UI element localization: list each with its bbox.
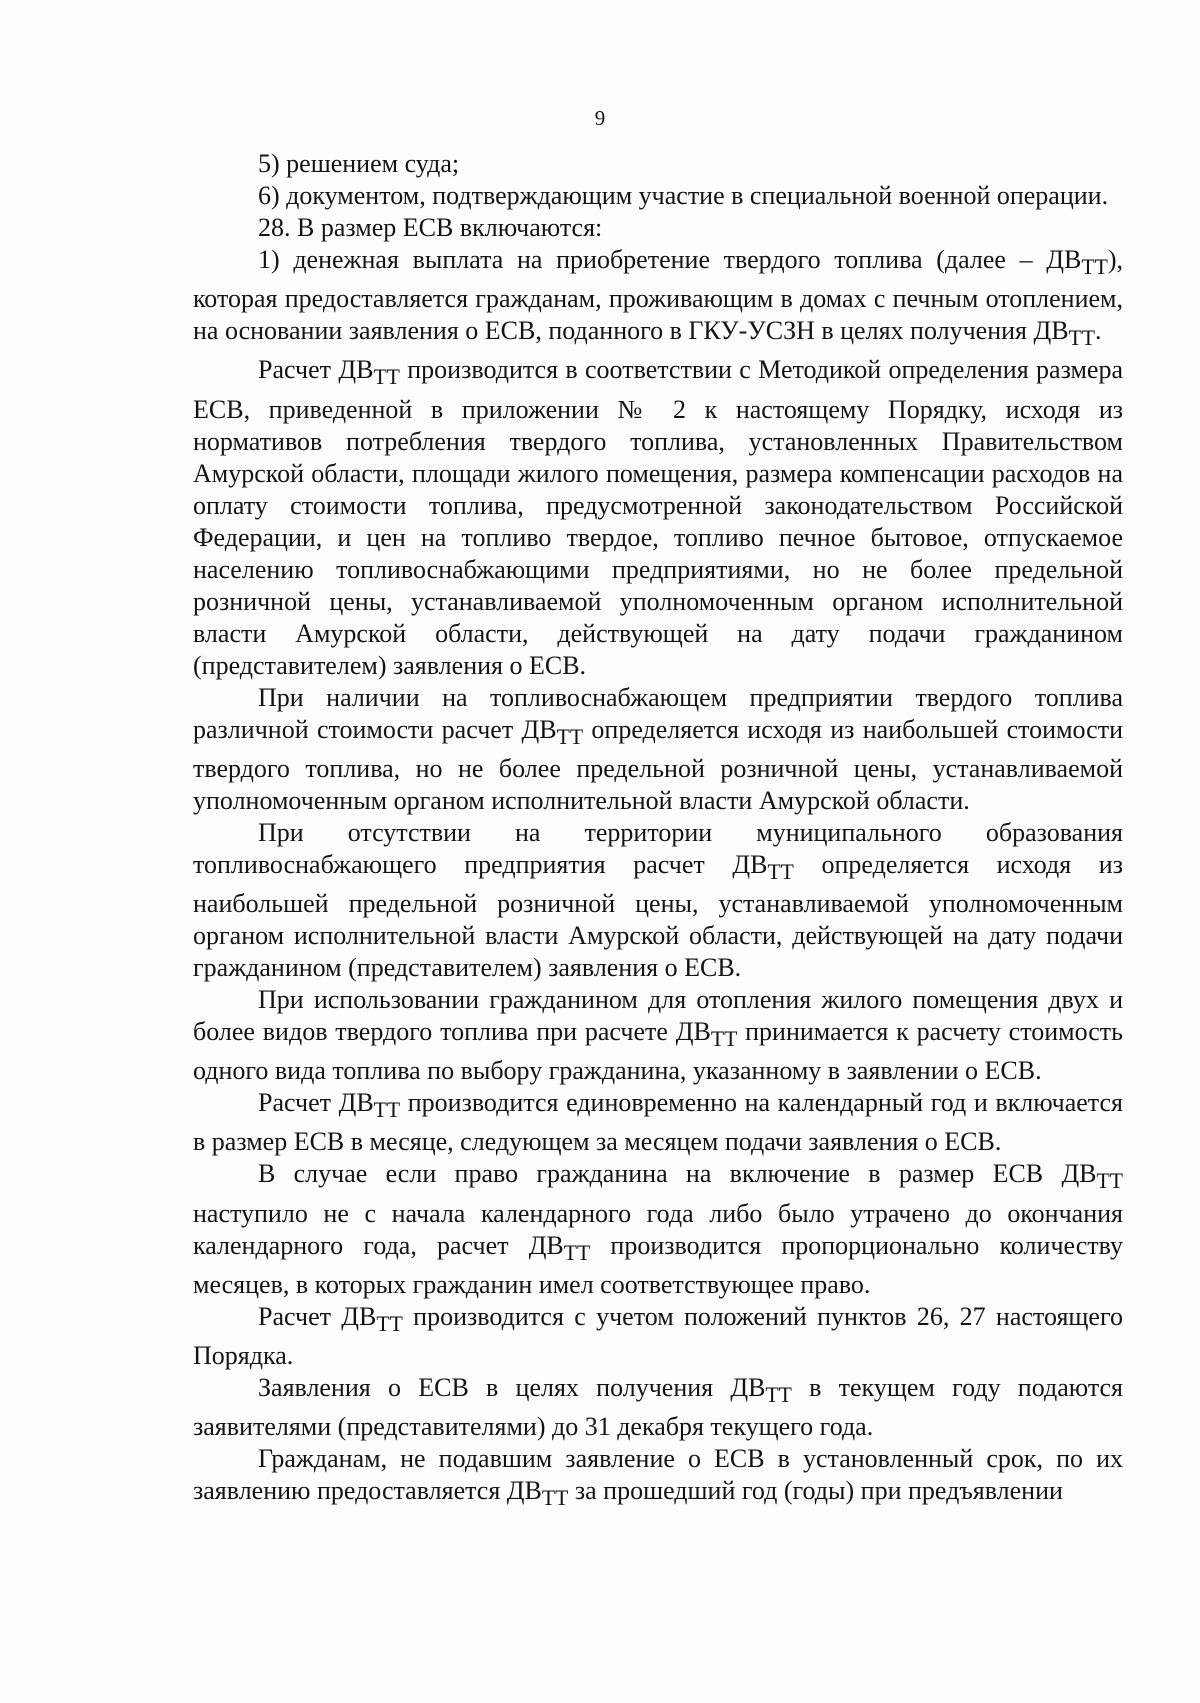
document-body <box>193 148 1123 1514</box>
paragraph-section-28: 28. В размер ЕСВ включаются: <box>258 213 603 242</box>
subscript-tt: ТТ <box>376 1311 403 1336</box>
subscript-tt: ТТ <box>373 365 400 390</box>
subscript-tt: ТТ <box>767 859 794 884</box>
subscript-tt: ТТ <box>1096 1169 1123 1194</box>
subscript-tt: ТТ <box>373 1098 401 1123</box>
subscript-tt: ТТ <box>556 724 584 749</box>
subscript-tt: ТТ <box>1081 255 1108 280</box>
paragraph-item-5: 5) решением суда; <box>258 149 460 178</box>
paragraph-reference-points: Расчет $ДВ_{ТТ}$ производится с учетом положений пунктов 26, 27 настоящего Порядка. <box>193 1301 1123 1370</box>
subscript-tt: ТТ <box>563 1240 591 1265</box>
paragraph-one-time-calculation: Расчет $ДВ_{ТТ}$ производится единовременно на календарный год и включается в размер ЕСВ в месяце, следующем за месяцем подачи заявления о ЕСВ. <box>193 1088 1123 1157</box>
paragraph-calculation-method: Расчет $ДВ_{ТТ}$ производится в соответствии с Методикой определения размера ЕСВ, приведенной в приложении № 2 к настоящему Порядку, исходя из нормативов потребления твердого топлива, установленных Правительством Амурской области, площади жилого помещения, размера компенсации расходов на оплату стоимости топлива, предусмотренной законодательством Российской Федерации, и цен на топливо твердое, топливо печное бытовое, отпускаемое населению топливоснабжающими предприятиями, но не более предельной розничной цены, устанавливаемой уполномоченным органом исполнительной власти Амурской области, действующей на дату подачи гражданином (представителем) заявления о ЕСВ. <box>193 355 1124 680</box>
subscript-tt: ТТ <box>710 1027 738 1052</box>
paragraph-subitem-1: 1) денежная выплата на приобретение твердого топлива (далее – $ДВ_{ТТ}$), которая предоставляется гражданам, проживающим в домах с печным отоплением, на основании заявления о ЕСВ, поданного в ГКУ-УСЗН в целях получения $ДВ_{ТТ}$. <box>193 245 1123 351</box>
paragraph-late-application: Гражданам, не подавшим заявление о ЕСВ в установленный срок, по их заявлению предоставляется $ДВ_{ТТ}$ за прошедший год (годы) при предъявлении <box>193 1444 1123 1511</box>
paragraph-variable-cost: При наличии на топливоснабжающем предприятии твердого топлива различной стоимости расчет $ДВ_{ТТ}$ определяется исходя из наибольшей стоимости твердого топлива, но не более предельной розничной цены, устанавливаемой уполномоченным органом исполнительной власти Амурской области. <box>193 682 1124 815</box>
paragraph-no-supplier: При отсутствии на территории муниципального образования топливоснабжающего предприятия расчет $ДВ_{ТТ}$ определяется исходя из наибольшей предельной розничной цены, устанавливаемой уполномоченным органом исполнительной власти Амурской области, действующей на дату подачи гражданином (представителем) заявления о ЕСВ. <box>193 817 1123 982</box>
subscript-tt: ТТ <box>1068 326 1096 351</box>
subscript-tt: ТТ <box>541 1486 569 1511</box>
paragraph-application-deadline: Заявления о ЕСВ в целях получения $ДВ_{ТТ}$ в текущем году подаются заявителями (представителями) до 31 декабря текущего года. <box>193 1372 1123 1442</box>
paragraph-item-6: 6) документом, подтверждающим участие в специальной военной операции. <box>258 181 1109 210</box>
subscript-tt: ТТ <box>765 1383 792 1408</box>
paragraph-proportional-calculation: В случае если право гражданина на включение в размер ЕСВ $ДВ_{ТТ}$ наступило не с начала календарного года либо было утрачено до окончания календарного года, расчет $ДВ_{ТТ}$ производится пропорционально количеству месяцев, в которых гражданин имел соответствующее право. <box>193 1159 1123 1299</box>
paragraph-multiple-fuel-types: При использовании гражданином для отопления жилого помещения двух и более видов твердого топлива при расчете $ДВ_{ТТ}$ принимается к расчету стоимость одного вида топлива по выбору гражданина, указанному в заявлении о ЕСВ. <box>193 984 1123 1086</box>
page-number: 9 <box>594 106 606 130</box>
